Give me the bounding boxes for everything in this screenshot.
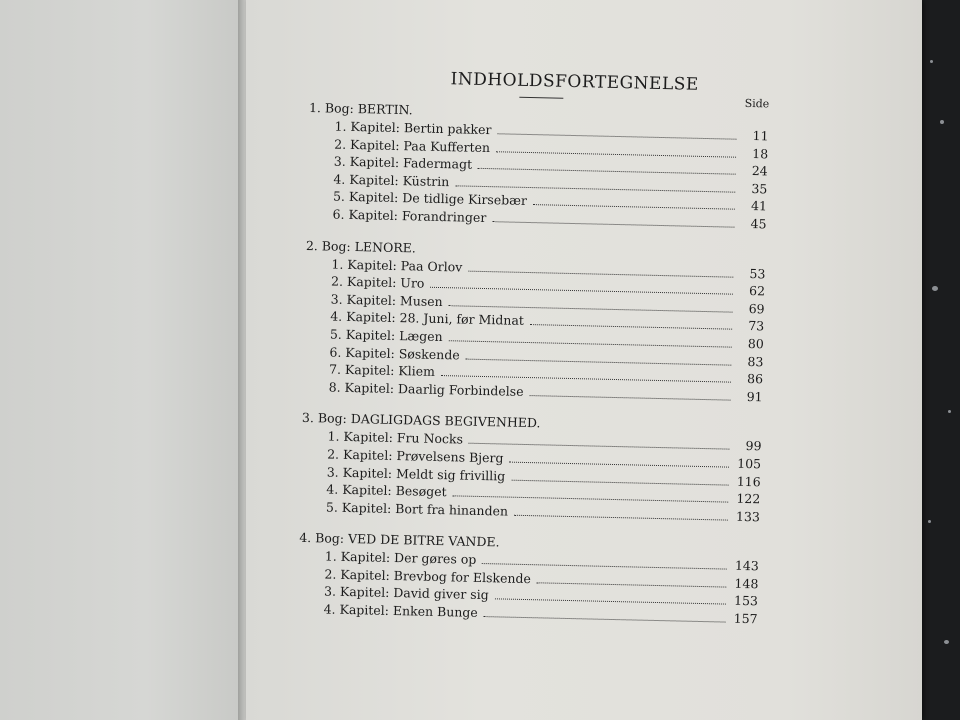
chapter-title: 4. Kapitel: 28. Juni, før Midnat [330,308,525,329]
dot-leader [497,132,736,139]
toc-book-section [297,529,799,629]
dot-leader [537,581,727,587]
toc-books [297,99,809,629]
dot-leader [529,394,730,401]
chapter-title: 1. Kapitel: Fru Nocks [327,428,464,447]
dot-leader [482,562,726,570]
chapter-title: 1. Kapitel: Paa Orlov [331,256,463,275]
chapter-page-number: 53 [749,265,766,281]
dot-leader [511,478,728,485]
toc-book-section [303,237,806,407]
chapter-page-number: 45 [750,216,767,232]
chapter-page-number: 83 [747,353,764,369]
dot-leader [514,513,728,520]
chapter-title: 6. Kapitel: Forandringer [332,206,487,226]
chapter-page-number: 86 [746,371,764,387]
chapter-title: 1. Kapitel: Der gøres op [324,548,477,568]
chapter-page-number: 143 [734,558,759,574]
chapter-page-number: 105 [737,455,762,472]
dot-leader [530,323,732,330]
chapter-page-number: 99 [745,438,762,454]
dot-leader [484,615,726,622]
chapter-title: 4. Kapitel: Enken Bunge [323,601,478,621]
speckle [948,410,951,413]
chapter-title: 3. Kapitel: Meldt sig frivillig [326,463,506,484]
speckle [932,286,938,291]
chapter-title: 4. Kapitel: Besøget [326,481,447,500]
chapter-page-number: 11 [752,128,769,144]
chapter-title: 5. Kapitel: Bort fra hinanden [325,499,509,519]
speckle [944,640,949,644]
chapter-page-number: 69 [748,300,765,317]
chapter-page-number: 62 [748,283,766,299]
dot-leader [496,150,736,157]
speckle [928,520,931,523]
chapter-page-number: 41 [750,198,768,214]
chapter-page-number: 157 [733,610,758,627]
dot-leader [509,461,729,468]
toc-book-section [306,99,809,234]
toc-title: INDHOLDSFORTEGNELSE [450,69,700,95]
left-page [0,0,246,720]
chapter-title: 6. Kapitel: Søskende [329,344,460,363]
toc-book-section [300,409,802,526]
chapter-title: 4. Kapitel: Küstrin [333,171,450,189]
chapter-page-number: 35 [751,180,768,197]
page-column-label: Side [744,96,770,111]
book-heading: 3. Bog: DAGLIGDAGS BEGIVENHED. [301,410,541,431]
speckle [940,120,944,124]
chapter-title: 5. Kapitel: De tidlige Kirsebær [332,188,528,209]
chapter-page-number: 24 [751,163,768,179]
chapter-title: 5. Kapitel: Lægen [329,326,443,345]
chapter-page-number: 153 [733,593,759,609]
dot-leader [492,220,734,227]
chapter-title: 2. Kapitel: Uro [330,273,425,291]
table-of-contents [297,66,810,643]
chapter-title: 7. Kapitel: Kliem [328,361,436,380]
chapter-title: 2. Kapitel: Prøvelsens Bjerg [327,446,504,466]
chapter-title: 2. Kapitel: Paa Kufferten [334,136,491,155]
chapter-page-number: 122 [736,490,761,507]
chapter-title: 2. Kapitel: Brevbog for Elskende [324,566,532,587]
chapter-page-number: 18 [752,145,769,162]
book-heading: 1. Bog: BERTIN. [308,99,413,118]
chapter-title: 8. Kapitel: Daarlig Forbindelse [328,379,524,399]
chapter-page-number: 148 [734,575,759,592]
chapter-title: 1. Kapitel: Bertin pakker [334,118,492,138]
chapter-title: 3. Kapitel: Musen [330,291,443,309]
chapter-title: 3. Kapitel: Fadermagt [333,153,473,172]
book-heading: 4. Bog: VED DE BITRE VANDE. [299,530,500,550]
chapter-page-number: 133 [735,508,761,525]
dot-leader [495,598,726,605]
chapter-page-number: 73 [748,318,765,334]
speckle [930,60,933,63]
chapter-title: 3. Kapitel: David giver sig [323,583,489,603]
dot-leader [533,203,735,210]
chapter-page-number: 80 [747,335,764,352]
book-heading: 2. Bog: LENORE. [305,237,417,256]
chapter-page-number: 116 [736,473,761,489]
chapter-page-number: 91 [746,388,763,405]
